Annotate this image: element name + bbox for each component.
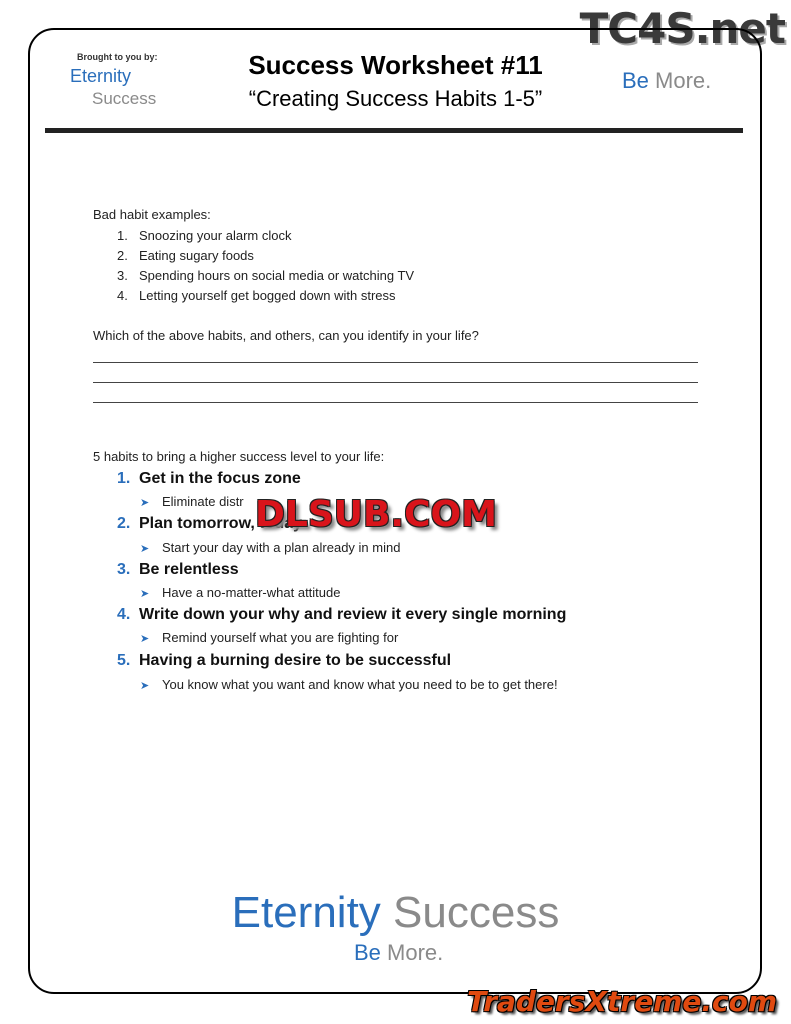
worksheet-subtitle: “Creating Success Habits 1-5”	[248, 86, 543, 111]
list-item	[117, 228, 291, 243]
logo-success: Success	[92, 89, 157, 108]
list-text: Snoozing your alarm clock	[139, 228, 292, 243]
list-number: 2.	[117, 248, 128, 263]
watermark-bottom: TradersXtreme.com	[467, 985, 777, 1018]
habit-detail	[140, 585, 340, 600]
footer-logo-eternity: Eternity	[231, 888, 381, 937]
arrow-bullet-icon: ➤	[140, 680, 150, 692]
answer-line[interactable]	[93, 402, 698, 403]
footer-tagline-more: More.	[387, 940, 444, 965]
footer-tagline	[354, 940, 443, 966]
arrow-bullet-icon: ➤	[140, 497, 150, 509]
brought-by-label: Brought to you by:	[77, 52, 158, 62]
arrow-bullet-icon: ➤	[140, 543, 150, 555]
list-text: Eating sugary foods	[139, 248, 254, 263]
answer-line[interactable]	[93, 382, 698, 383]
habit-detail	[140, 494, 244, 509]
arrow-bullet-icon: ➤	[140, 588, 150, 600]
habit-title: Write down your why and review it every single morning	[139, 606, 567, 623]
arrow-bullet-icon: ➤	[140, 633, 150, 645]
list-number: 4.	[117, 288, 128, 303]
footer-logo	[0, 888, 791, 938]
habit-item	[117, 652, 451, 670]
answer-line[interactable]	[93, 362, 698, 363]
logo-eternity: Eternity	[70, 66, 132, 86]
list-text: Letting yourself get bogged down with stress	[139, 288, 396, 303]
habit-title: Plan tomorrow, today	[139, 515, 302, 532]
habit-detail-text: Remind yourself what you are fighting for	[162, 630, 399, 645]
habit-detail-text: Eliminate distr	[162, 494, 244, 509]
list-text: Spending hours on social media or watching TV	[139, 268, 415, 283]
watermark-top: TC4S.net	[579, 4, 785, 53]
habit-number: 3.	[117, 561, 131, 578]
footer-tagline-be: Be	[354, 940, 381, 965]
list-item	[117, 288, 396, 303]
habit-number: 5.	[117, 652, 131, 669]
worksheet-title: Success Worksheet #11	[248, 50, 543, 80]
tagline-top	[622, 68, 711, 94]
watermark-middle: DLSUB.COM	[255, 494, 497, 535]
list-number: 1.	[117, 228, 128, 243]
habit-title: Get in the focus zone	[139, 470, 301, 487]
habit-detail	[140, 677, 558, 692]
habit-number: 4.	[117, 606, 131, 623]
habit-detail-text: Start your day with a plan already in mind	[162, 540, 401, 555]
tagline-more: More.	[655, 68, 712, 93]
habit-detail	[140, 630, 398, 645]
tagline-be: Be	[622, 68, 649, 93]
list-item	[117, 248, 254, 263]
habits-label: 5 habits to bring a higher success level to your life:	[93, 449, 385, 464]
list-item	[117, 268, 414, 283]
habit-detail	[140, 540, 400, 555]
habit-number: 2.	[117, 515, 131, 532]
habit-item	[117, 561, 239, 579]
habit-detail-text: Have a no-matter-what attitude	[162, 585, 341, 600]
header-divider	[45, 128, 743, 133]
habit-item	[117, 606, 566, 624]
habit-title: Be relentless	[139, 561, 239, 578]
list-number: 3.	[117, 268, 128, 283]
question-text: Which of the above habits, and others, can you identify in your life?	[93, 328, 479, 343]
habit-title: Having a burning desire to be successful	[139, 652, 452, 669]
footer-logo-success: Success	[393, 888, 560, 937]
bad-habits-label: Bad habit examples:	[93, 207, 211, 222]
habit-item	[117, 470, 301, 488]
habit-detail-text: You know what you want and know what you need to be to get there!	[162, 677, 558, 692]
habit-number: 1.	[117, 470, 131, 487]
